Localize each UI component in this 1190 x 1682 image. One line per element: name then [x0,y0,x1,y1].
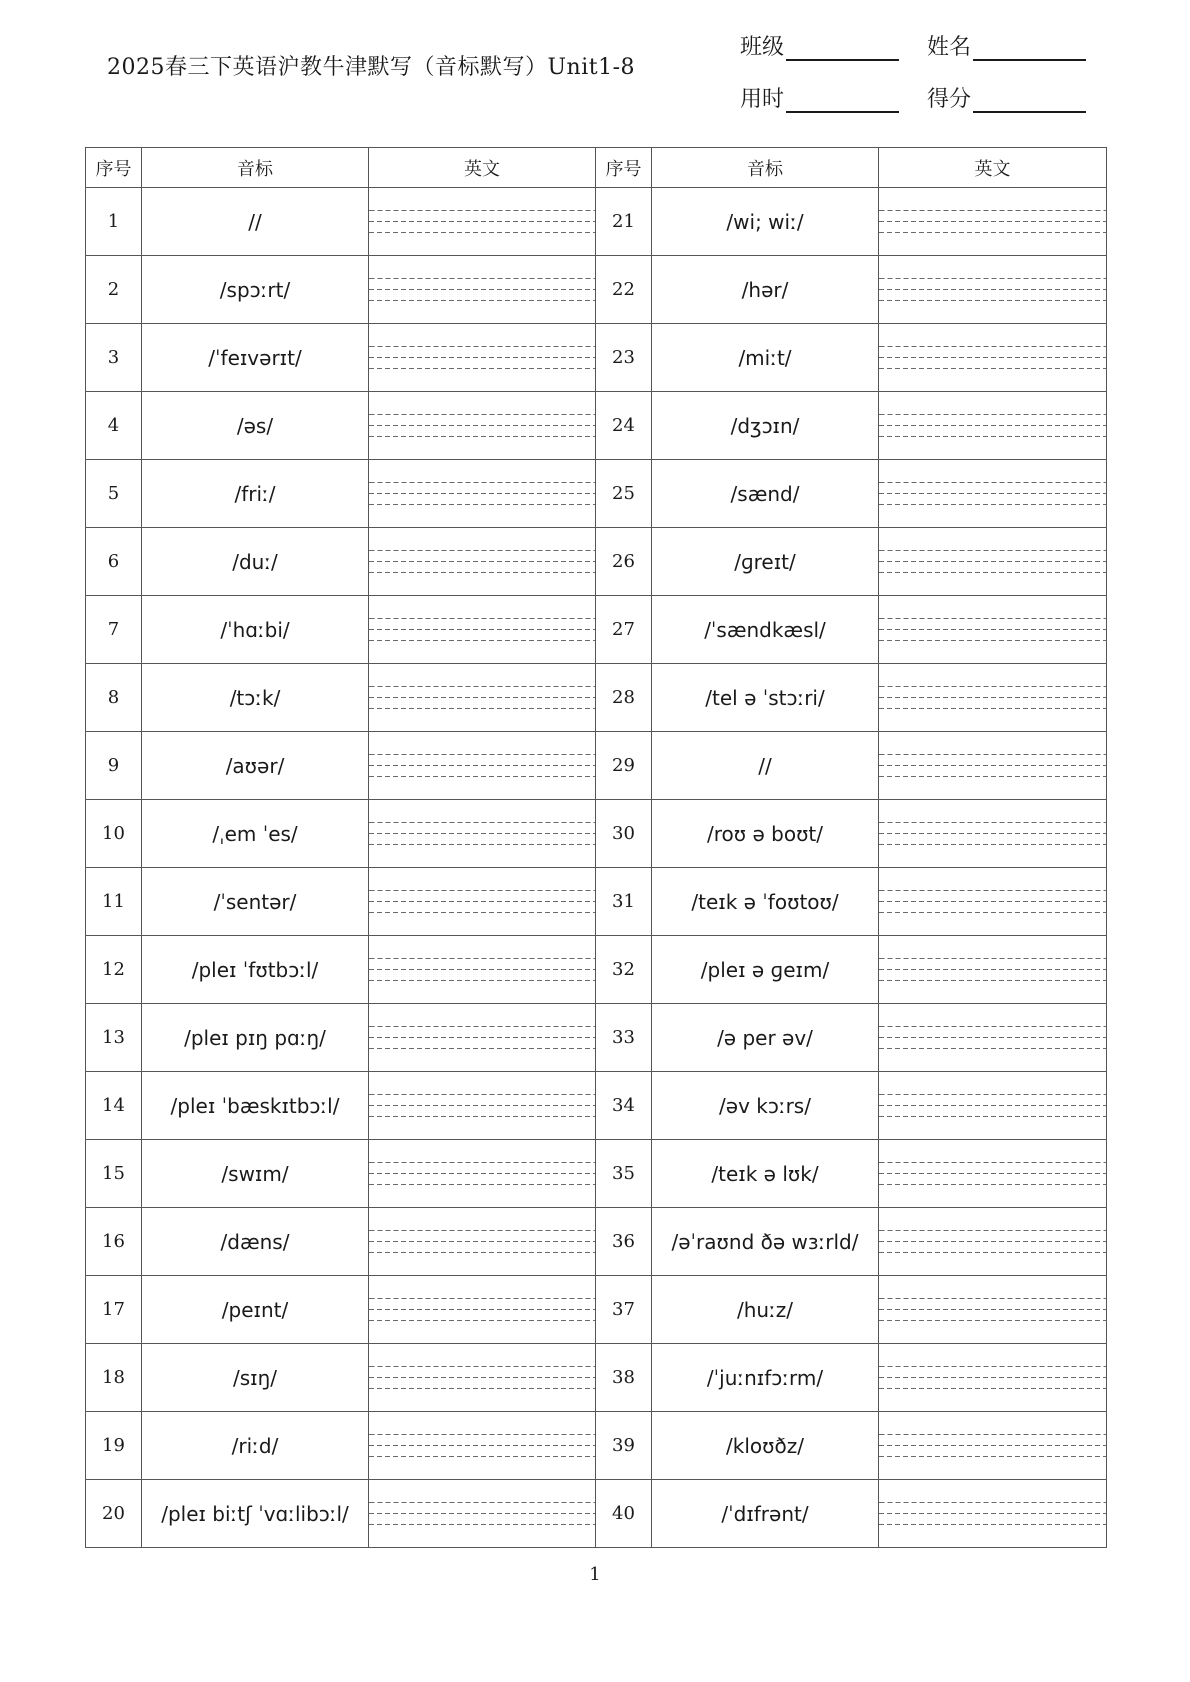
writing-guide-line [879,1524,1106,1525]
writing-guide-line [879,833,1106,834]
answer-cell[interactable] [879,1208,1107,1276]
item-number: 1 [86,188,142,256]
class-blank-line[interactable] [786,37,899,61]
header-number-right: 序号 [596,148,652,188]
writing-guide-line [369,1184,595,1185]
phonetic-cell: /ˌem ˈes/ [142,800,369,868]
writing-guide-line [369,1048,595,1049]
writing-guide-line [879,425,1106,426]
writing-guide-line [879,1241,1106,1242]
writing-guide-line [369,1513,595,1514]
phonetic-cell: // [142,188,369,256]
item-number: 7 [86,596,142,664]
phonetic-cell: /ˈjuːnɪfɔːrm/ [652,1344,879,1412]
item-number: 38 [596,1344,652,1412]
writing-guide-line [879,969,1106,970]
table-row [86,1208,1107,1276]
answer-cell[interactable] [879,1480,1107,1548]
table-row [86,1480,1107,1548]
phonetic-cell: /roʊ ə boʊt/ [652,800,879,868]
phonetic-cell: /əs/ [142,392,369,460]
score-blank-line[interactable] [973,89,1086,113]
writing-guide-line [369,776,595,777]
writing-guide-line [369,1320,595,1321]
header-phonetic-right: 音标 [652,148,879,188]
phonetic-cell: /aʊər/ [142,732,369,800]
writing-guide-line [879,629,1106,630]
answer-cell[interactable] [879,324,1107,392]
writing-guide-line [879,221,1106,222]
answer-cell[interactable] [369,1004,596,1072]
table-row [86,1412,1107,1480]
writing-guide-line [879,232,1106,233]
writing-guide-line [369,1377,595,1378]
phonetic-cell: /dʒɔɪn/ [652,392,879,460]
writing-guide-line [369,289,595,290]
answer-cell[interactable] [879,868,1107,936]
header-english-right: 英文 [879,148,1107,188]
time-label: 用时 [740,87,785,112]
writing-guide-line [879,368,1106,369]
time-blank-line[interactable] [786,89,899,113]
name-blank-line[interactable] [973,37,1086,61]
answer-cell[interactable] [369,1412,596,1480]
writing-guide-line [369,1116,595,1117]
writing-guide-line [879,1388,1106,1389]
writing-guide-line [879,697,1106,698]
item-number: 30 [596,800,652,868]
item-number: 21 [596,188,652,256]
item-number: 5 [86,460,142,528]
table-row [86,1004,1107,1072]
name-field [927,30,1086,61]
answer-cell[interactable] [369,188,596,256]
table-row [86,324,1107,392]
item-number: 18 [86,1344,142,1412]
table-row [86,460,1107,528]
answer-cell[interactable] [879,1412,1107,1480]
answer-cell[interactable] [369,392,596,460]
phonetic-cell: /sɪŋ/ [142,1344,369,1412]
writing-guide-line [369,425,595,426]
score-field [927,82,1086,113]
item-number: 25 [596,460,652,528]
item-number: 16 [86,1208,142,1276]
writing-guide-line [879,1456,1106,1457]
item-number: 29 [596,732,652,800]
phonetic-cell: /pleɪ biːtʃ ˈvɑːlibɔːl/ [142,1480,369,1548]
writing-guide-line [879,640,1106,641]
table-row [86,1344,1107,1412]
phonetic-cell: /tel ə ˈstɔːri/ [652,664,879,732]
answer-cell[interactable] [369,664,596,732]
answer-cell[interactable] [369,324,596,392]
answer-cell[interactable] [879,664,1107,732]
page-title: 2025春三下英语沪教牛津默写（音标默写）Unit1-8 [107,55,636,80]
item-number: 37 [596,1276,652,1344]
writing-guide-line [369,833,595,834]
writing-guide-line [369,980,595,981]
writing-guide-line [879,901,1106,902]
phonetic-cell: /sænd/ [652,460,879,528]
item-number: 31 [596,868,652,936]
phonetic-cell: /tɔːk/ [142,664,369,732]
name-label: 姓名 [927,35,972,60]
phonetic-cell: /ə per əv/ [652,1004,879,1072]
answer-cell[interactable] [369,1344,596,1412]
answer-cell[interactable] [879,256,1107,324]
phonetic-cell: /dæns/ [142,1208,369,1276]
writing-guide-line [369,844,595,845]
answer-cell[interactable] [369,1276,596,1344]
item-number: 39 [596,1412,652,1480]
class-field [740,30,899,61]
writing-guide-line [369,493,595,494]
answer-cell[interactable] [369,460,596,528]
item-number: 28 [596,664,652,732]
writing-guide-line [369,357,595,358]
writing-guide-line [369,561,595,562]
phonetic-cell: /ˈsændkæsl/ [652,596,879,664]
page-number: 1 [589,1564,601,1585]
class-label: 班级 [740,35,785,60]
writing-guide-line [369,1388,595,1389]
phonetic-cell: /əˈraʊnd ðə wɜːrld/ [652,1208,879,1276]
writing-guide-line [879,572,1106,573]
phonetic-cell: /spɔːrt/ [142,256,369,324]
answer-cell[interactable] [879,1140,1107,1208]
phonetic-cell: /teɪk ə lʊk/ [652,1140,879,1208]
item-number: 3 [86,324,142,392]
item-number: 13 [86,1004,142,1072]
writing-guide-line [879,1513,1106,1514]
table-row [86,392,1107,460]
table-row [86,528,1107,596]
phonetic-cell: /hər/ [652,256,879,324]
item-number: 27 [596,596,652,664]
item-number: 24 [596,392,652,460]
table-row [86,256,1107,324]
phonetic-cell: // [652,732,879,800]
writing-guide-line [369,1241,595,1242]
item-number: 35 [596,1140,652,1208]
answer-cell[interactable] [879,800,1107,868]
table-row [86,936,1107,1004]
item-number: 12 [86,936,142,1004]
answer-cell[interactable] [879,1276,1107,1344]
item-number: 4 [86,392,142,460]
answer-cell[interactable] [879,528,1107,596]
table-row [86,1072,1107,1140]
phonetic-cell: /teɪk ə ˈfoʊtoʊ/ [652,868,879,936]
writing-guide-line [369,912,595,913]
phonetic-cell: /ɡreɪt/ [652,528,879,596]
writing-guide-line [879,765,1106,766]
writing-guide-line [369,901,595,902]
writing-guide-line [369,1105,595,1106]
item-number: 33 [596,1004,652,1072]
score-label: 得分 [927,87,972,112]
item-number: 34 [596,1072,652,1140]
dictation-table [85,147,1107,1548]
table-row [86,1276,1107,1344]
answer-cell[interactable] [369,868,596,936]
answer-cell[interactable] [369,528,596,596]
answer-cell[interactable] [369,1208,596,1276]
item-number: 40 [596,1480,652,1548]
item-number: 26 [596,528,652,596]
time-field [740,82,899,113]
writing-guide-line [879,1184,1106,1185]
writing-guide-line [879,776,1106,777]
writing-guide-line [879,1173,1106,1174]
table-row [86,188,1107,256]
table-row [86,1140,1107,1208]
table-header-row [86,148,1107,188]
item-number: 17 [86,1276,142,1344]
writing-guide-line [369,1445,595,1446]
writing-guide-line [879,504,1106,505]
phonetic-cell: /duː/ [142,528,369,596]
item-number: 36 [596,1208,652,1276]
writing-guide-line [369,1524,595,1525]
writing-guide-line [369,1173,595,1174]
table-row [86,596,1107,664]
table-row [86,732,1107,800]
writing-guide-line [369,572,595,573]
writing-guide-line [879,357,1106,358]
item-number: 2 [86,256,142,324]
writing-guide-line [879,436,1106,437]
item-number: 9 [86,732,142,800]
item-number: 11 [86,868,142,936]
writing-guide-line [369,1309,595,1310]
item-number: 15 [86,1140,142,1208]
writing-guide-line [369,436,595,437]
writing-guide-line [879,844,1106,845]
writing-guide-line [879,1105,1106,1106]
writing-guide-line [369,232,595,233]
phonetic-cell: /ˈdɪfrənt/ [652,1480,879,1548]
writing-guide-line [369,765,595,766]
answer-cell[interactable] [879,1072,1107,1140]
table-row [86,868,1107,936]
writing-guide-line [879,1309,1106,1310]
writing-guide-line [369,708,595,709]
item-number: 6 [86,528,142,596]
table-row [86,800,1107,868]
writing-guide-line [369,697,595,698]
writing-guide-line [879,1320,1106,1321]
writing-guide-line [879,300,1106,301]
item-number: 23 [596,324,652,392]
item-number: 19 [86,1412,142,1480]
writing-guide-line [879,1116,1106,1117]
answer-cell[interactable] [369,732,596,800]
writing-guide-line [369,1037,595,1038]
item-number: 22 [596,256,652,324]
writing-guide-line [369,504,595,505]
header-phonetic-left: 音标 [142,148,369,188]
writing-guide-line [369,1252,595,1253]
phonetic-cell: /kloʊðz/ [652,1412,879,1480]
phonetic-cell: /miːt/ [652,324,879,392]
phonetic-cell: /pleɪ pɪŋ pɑːŋ/ [142,1004,369,1072]
writing-guide-line [879,1252,1106,1253]
answer-cell[interactable] [879,1004,1107,1072]
writing-guide-line [369,221,595,222]
phonetic-cell: /pleɪ ˈbæskɪtbɔːl/ [142,1072,369,1140]
phonetic-cell: /ˈsentər/ [142,868,369,936]
table-row [86,664,1107,732]
phonetic-cell: /huːz/ [652,1276,879,1344]
header-english-left: 英文 [369,148,596,188]
item-number: 14 [86,1072,142,1140]
item-number: 8 [86,664,142,732]
item-number: 20 [86,1480,142,1548]
phonetic-cell: /riːd/ [142,1412,369,1480]
phonetic-cell: /pleɪ ə ɡeɪm/ [652,936,879,1004]
writing-guide-line [879,561,1106,562]
phonetic-cell: /pleɪ ˈfʊtbɔːl/ [142,936,369,1004]
answer-cell[interactable] [369,800,596,868]
phonetic-cell: /ˈfeɪvərɪt/ [142,324,369,392]
writing-guide-line [879,708,1106,709]
answer-cell[interactable] [369,936,596,1004]
answer-cell[interactable] [369,1072,596,1140]
writing-guide-line [369,368,595,369]
answer-cell[interactable] [879,732,1107,800]
answer-cell[interactable] [879,392,1107,460]
phonetic-cell: /wi; wiː/ [652,188,879,256]
writing-guide-line [879,912,1106,913]
item-number: 10 [86,800,142,868]
phonetic-cell: /friː/ [142,460,369,528]
writing-guide-line [369,1456,595,1457]
item-number: 32 [596,936,652,1004]
writing-guide-line [369,969,595,970]
answer-cell[interactable] [369,256,596,324]
phonetic-cell: /swɪm/ [142,1140,369,1208]
phonetic-cell: /peɪnt/ [142,1276,369,1344]
writing-guide-line [369,300,595,301]
answer-cell[interactable] [879,1344,1107,1412]
header-number-left: 序号 [86,148,142,188]
answer-cell[interactable] [879,936,1107,1004]
writing-guide-line [879,1445,1106,1446]
writing-guide-line [879,980,1106,981]
writing-guide-line [879,1037,1106,1038]
writing-guide-line [369,640,595,641]
writing-guide-line [879,1048,1106,1049]
answer-cell[interactable] [369,1140,596,1208]
phonetic-cell: /ˈhɑːbi/ [142,596,369,664]
answer-cell[interactable] [879,460,1107,528]
writing-guide-line [369,629,595,630]
answer-cell[interactable] [879,188,1107,256]
answer-cell[interactable] [369,596,596,664]
answer-cell[interactable] [879,596,1107,664]
phonetic-cell: /əv kɔːrs/ [652,1072,879,1140]
writing-guide-line [879,493,1106,494]
writing-guide-line [879,289,1106,290]
answer-cell[interactable] [369,1480,596,1548]
writing-guide-line [879,1377,1106,1378]
